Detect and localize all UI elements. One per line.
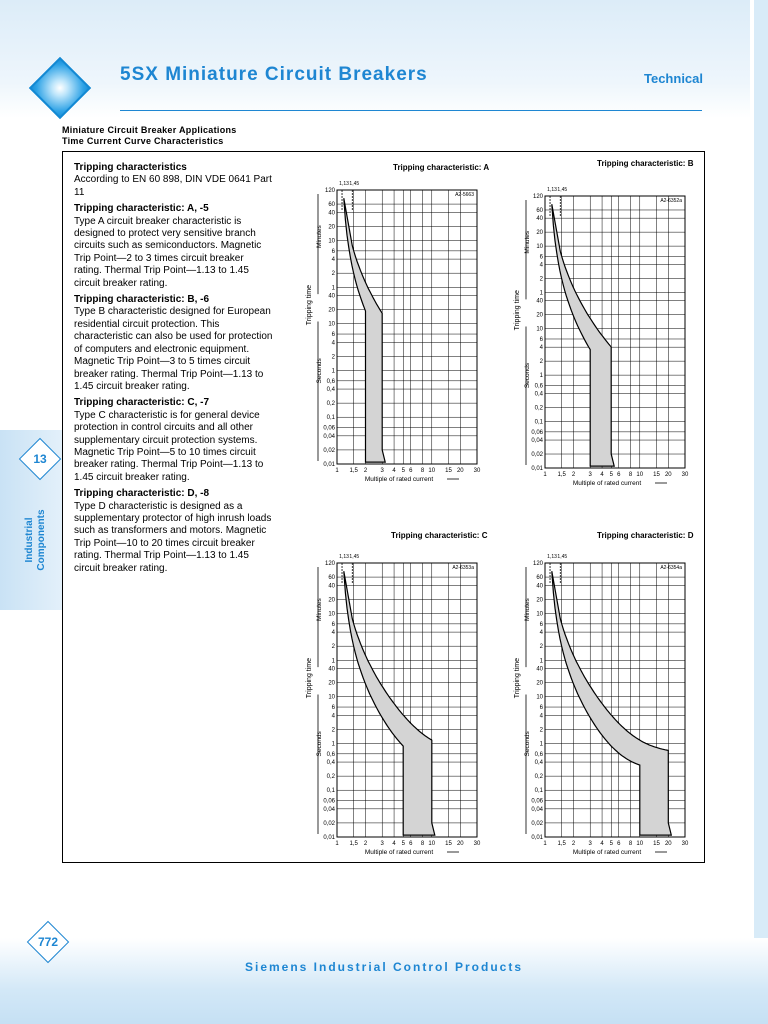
y-tick-label: 2 <box>539 644 543 651</box>
x-axis-label: Multiple of rated current <box>572 480 642 487</box>
x-tick-label: 10 <box>428 468 436 474</box>
y-tick-label: 0,01 <box>323 462 335 468</box>
y-tick-label: 20 <box>536 680 543 687</box>
y-tick-label: 120 <box>324 188 335 194</box>
y-tick-label: 0,02 <box>531 820 543 827</box>
y-axis-minutes-label: Minutes <box>524 598 531 621</box>
x-tick-label: 20 <box>664 472 672 478</box>
y-axis-label: Tripping time <box>306 284 313 326</box>
chart-title: Tripping characteristic: C <box>391 531 488 540</box>
x-tick-label: 20 <box>456 468 464 474</box>
x-tick-label: 2 <box>571 472 576 478</box>
figure-code: A2-6354a <box>660 565 682 571</box>
x-tick-label: 2 <box>571 841 576 847</box>
y-axis-label: Tripping time <box>514 290 521 331</box>
x-tick-label: 8 <box>628 472 633 478</box>
x-tick-label: 6 <box>409 841 413 847</box>
y-axis-minutes-label: Minutes <box>316 225 323 248</box>
y-tick-label: 10 <box>328 321 335 328</box>
y-tick-label: 0,06 <box>531 798 543 805</box>
y-tick-label: 10 <box>536 694 543 701</box>
x-tick-label: 5 <box>609 472 613 478</box>
x-tick-label: 8 <box>420 468 425 474</box>
y-tick-label: 4 <box>539 345 543 352</box>
y-tick-label: 20 <box>536 230 543 237</box>
y-tick-label: 10 <box>536 326 543 333</box>
y-tick-label: 6 <box>331 705 335 712</box>
thermal-point-label: 1,45 <box>349 554 360 560</box>
y-tick-label: 0,04 <box>531 438 543 445</box>
y-tick-label: 10 <box>328 694 335 701</box>
y-tick-label: 1 <box>539 741 543 748</box>
y-tick-label: 1 <box>539 373 543 380</box>
y-tick-label: 6 <box>539 705 543 712</box>
thermal-point-label: 1,45 <box>349 181 360 187</box>
y-tick-label: 0,02 <box>323 820 335 827</box>
y-tick-label: 60 <box>536 207 543 214</box>
y-tick-label: 60 <box>536 575 543 582</box>
chart-title: Tripping characteristic: B <box>597 159 694 168</box>
y-tick-label: 4 <box>331 257 335 264</box>
chapter-label-line-1: Industrial <box>24 517 35 563</box>
x-tick-label: 4 <box>392 468 396 474</box>
section-label: Technical <box>644 71 704 86</box>
x-tick-label: 20 <box>664 841 672 847</box>
chapter-number: 13 <box>33 452 47 466</box>
x-tick-label: 20 <box>456 841 464 847</box>
y-tick-label: 0,4 <box>326 387 335 394</box>
x-tick-label: 6 <box>617 472 621 478</box>
y-tick-label: 0,01 <box>531 466 543 472</box>
x-tick-label: 8 <box>628 841 633 847</box>
y-tick-label: 6 <box>331 621 335 628</box>
heading-type-d: Tripping characteristic: D, -8 <box>74 488 210 500</box>
x-tick-label: 15 <box>445 841 452 847</box>
y-tick-label: 2 <box>539 727 543 734</box>
y-tick-label: 40 <box>536 216 543 223</box>
x-tick-label: 1 <box>335 468 339 474</box>
x-tick-label: 6 <box>409 468 413 474</box>
figure-code: A2-6353a <box>452 565 474 571</box>
y-tick-label: 60 <box>328 202 335 209</box>
y-tick-label: 2 <box>331 727 335 734</box>
y-tick-label: 4 <box>331 630 335 637</box>
subheading-line-2: Time Current Curve Characteristics <box>62 136 224 146</box>
heading-type-b: Tripping characteristic: B, -6 <box>74 294 210 306</box>
chart-title: Tripping characteristic: A <box>393 163 490 172</box>
y-tick-label: 40 <box>328 293 335 300</box>
y-tick-label: 40 <box>536 583 543 590</box>
x-tick-label: 6 <box>617 841 621 847</box>
y-tick-label: 0,01 <box>323 835 335 841</box>
y-tick-label: 0,2 <box>326 401 335 408</box>
y-tick-label: 10 <box>328 238 335 245</box>
x-tick-label: 3 <box>588 841 592 847</box>
y-tick-label: 0,1 <box>326 415 335 422</box>
thermal-point-label: 1,13 <box>547 187 557 193</box>
y-tick-label: 1 <box>331 368 335 375</box>
page-number: 772 <box>37 935 59 949</box>
y-tick-label: 6 <box>539 336 543 343</box>
y-tick-label: 0,04 <box>531 806 543 813</box>
x-tick-label: 1,5 <box>557 841 566 847</box>
y-tick-label: 0,4 <box>534 391 543 398</box>
x-tick-label: 4 <box>600 472 604 478</box>
figure-code: A2-6352a <box>660 198 682 204</box>
y-tick-label: 10 <box>536 611 543 618</box>
x-tick-label: 4 <box>600 841 604 847</box>
x-tick-label: 10 <box>636 841 644 847</box>
y-axis-label: Tripping time <box>306 657 313 699</box>
y-axis-minutes-label: Minutes <box>316 598 323 621</box>
x-tick-label: 15 <box>653 472 660 478</box>
x-tick-label: 2 <box>363 841 368 847</box>
y-tick-label: 4 <box>539 262 543 269</box>
x-axis-label: Multiple of rated current <box>364 849 434 856</box>
y-tick-label: 0,1 <box>534 419 543 426</box>
thermal-point-label: 1,45 <box>557 554 568 560</box>
x-tick-label: 30 <box>473 468 481 474</box>
y-axis-label: Tripping time <box>514 657 521 699</box>
y-tick-label: 0,2 <box>326 774 335 781</box>
y-tick-label: 0,02 <box>323 447 335 454</box>
y-tick-label: 2 <box>539 276 543 283</box>
y-tick-label: 120 <box>532 561 543 567</box>
thermal-point-label: 1,13 <box>547 554 557 560</box>
y-tick-label: 0,6 <box>534 383 543 390</box>
y-tick-label: 6 <box>331 332 335 339</box>
y-tick-label: 0,4 <box>534 760 543 767</box>
thermal-point-label: 1,13 <box>339 554 349 560</box>
chart-title: Tripping characteristic: D <box>597 531 694 540</box>
y-tick-label: 0,1 <box>326 788 335 795</box>
y-tick-label: 20 <box>328 224 335 231</box>
x-tick-label: 3 <box>380 468 384 474</box>
x-tick-label: 2 <box>363 468 368 474</box>
y-tick-label: 20 <box>328 597 335 604</box>
page-title: 5SX Miniature Circuit Breakers <box>120 64 428 85</box>
text-standard: According to EN 60 898, DIN VDE 0641 Part 11 <box>74 174 272 198</box>
y-tick-label: 1 <box>331 285 335 292</box>
thermal-point-label: 1,13 <box>339 181 349 187</box>
y-tick-label: 2 <box>539 359 543 366</box>
x-tick-label: 1 <box>543 472 547 478</box>
x-tick-label: 10 <box>636 472 644 478</box>
y-tick-label: 0,6 <box>326 751 335 758</box>
y-tick-label: 1 <box>331 741 335 748</box>
chapter-label-line-2: Components <box>36 509 47 571</box>
heading-tripping: Tripping characteristics <box>74 162 187 173</box>
y-tick-label: 1 <box>539 658 543 665</box>
y-tick-label: 4 <box>539 713 543 720</box>
text-type-d: Type D characteristic is designed as a supplementary protector of high inrush loads such as transformers and motors. Magnetic Trip Point—10 to 20 times circuit breaker rating. Thermal Trip Point—1.13 to 1.45 circuit breaker rating. <box>74 500 272 574</box>
y-tick-label: 20 <box>328 307 335 314</box>
y-tick-label: 40 <box>328 210 335 217</box>
x-tick-label: 30 <box>681 472 689 478</box>
y-axis-seconds-label: Seconds <box>524 731 531 757</box>
y-tick-label: 0,04 <box>323 806 335 813</box>
y-tick-label: 0,06 <box>531 429 543 436</box>
x-tick-label: 15 <box>445 468 452 474</box>
plot-frame <box>337 190 477 464</box>
y-tick-label: 4 <box>331 340 335 347</box>
figure-code: A2-5663 <box>455 192 474 198</box>
y-axis-seconds-label: Seconds <box>524 362 531 389</box>
y-tick-label: 10 <box>536 244 543 251</box>
y-tick-label: 20 <box>536 312 543 319</box>
y-tick-label: 40 <box>536 666 543 673</box>
y-tick-label: 10 <box>328 611 335 618</box>
x-tick-label: 1 <box>543 841 547 847</box>
x-tick-label: 10 <box>428 841 436 847</box>
y-tick-label: 1 <box>539 290 543 297</box>
x-tick-label: 5 <box>401 841 405 847</box>
x-tick-label: 3 <box>380 841 384 847</box>
y-tick-label: 0,4 <box>326 760 335 767</box>
y-tick-label: 40 <box>328 666 335 673</box>
thermal-point-label: 1,45 <box>557 187 568 193</box>
heading-type-a: Tripping characteristic: A, -5 <box>74 203 209 215</box>
y-tick-label: 40 <box>536 298 543 305</box>
y-tick-label: 0,6 <box>534 751 543 758</box>
x-axis-label: Multiple of rated current <box>572 849 642 856</box>
y-tick-label: 0,01 <box>531 835 543 841</box>
y-tick-label: 20 <box>328 680 335 687</box>
text-type-b: Type B characteristic designed for European residential circuit protection. This characteristic can also be used for protection of computers and electronic equipment. Magnetic Trip Point—3 to 5 times circuit breaker rating. Thermal Trip Point—1.13 to 1.45 circuit breaker rating. <box>74 306 273 392</box>
y-tick-label: 6 <box>539 254 543 261</box>
x-tick-label: 1 <box>335 841 339 847</box>
x-tick-label: 1,5 <box>349 468 358 474</box>
y-axis-seconds-label: Seconds <box>316 731 323 757</box>
x-tick-label: 5 <box>609 841 613 847</box>
y-tick-label: 6 <box>539 621 543 628</box>
x-tick-label: 30 <box>681 841 689 847</box>
x-tick-label: 30 <box>473 841 481 847</box>
x-tick-label: 1,5 <box>349 841 358 847</box>
footer-text: Siemens Industrial Control Products <box>244 960 524 974</box>
text-type-c: Type C characteristic is for general device protection in control circuits and all other supplementary circuit protection systems. Magnetic Trip Point—5 to 10 times circuit breaker rating. Thermal Trip Point—1.13 to 1.45 circuit breaker rating. <box>74 409 264 483</box>
y-tick-label: 0,6 <box>326 378 335 385</box>
y-tick-label: 0,06 <box>323 425 335 432</box>
x-tick-label: 8 <box>420 841 425 847</box>
y-tick-label: 0,2 <box>534 774 543 781</box>
y-tick-label: 1 <box>331 658 335 665</box>
y-tick-label: 0,06 <box>323 798 335 805</box>
y-tick-label: 2 <box>331 354 335 361</box>
y-axis-seconds-label: Seconds <box>316 358 323 384</box>
y-tick-label: 2 <box>331 644 335 651</box>
y-tick-label: 0,02 <box>531 452 543 459</box>
heading-type-c: Tripping characteristic: C, -7 <box>74 397 210 409</box>
y-tick-label: 4 <box>331 713 335 720</box>
y-tick-label: 0,2 <box>534 405 543 412</box>
y-tick-label: 40 <box>328 583 335 590</box>
y-tick-label: 4 <box>539 630 543 637</box>
subheading-line-1: Miniature Circuit Breaker Applications <box>62 125 237 135</box>
text-type-a: Type A circuit breaker characteristic is designed to protect very sensitive branch circuits such as semiconductors. Magnetic Trip Point—2 to 3 times circuit breaker rating. Thermal Trip Point—1.13 to 1.45 circuit breaker rating. <box>74 215 262 289</box>
x-axis-label: Multiple of rated current <box>364 476 434 483</box>
y-tick-label: 2 <box>331 271 335 278</box>
plot-frame <box>545 196 685 468</box>
y-tick-label: 0,04 <box>323 433 335 440</box>
y-tick-label: 60 <box>328 575 335 582</box>
y-tick-label: 120 <box>324 561 335 567</box>
x-tick-label: 5 <box>401 468 405 474</box>
x-tick-label: 15 <box>653 841 660 847</box>
y-axis-minutes-label: Minutes <box>524 230 531 254</box>
y-tick-label: 6 <box>331 248 335 255</box>
y-tick-label: 20 <box>536 597 543 604</box>
y-tick-label: 120 <box>532 194 543 200</box>
x-tick-label: 4 <box>392 841 396 847</box>
y-tick-label: 0,1 <box>534 788 543 795</box>
x-tick-label: 1,5 <box>557 472 566 478</box>
x-tick-label: 3 <box>588 472 592 478</box>
